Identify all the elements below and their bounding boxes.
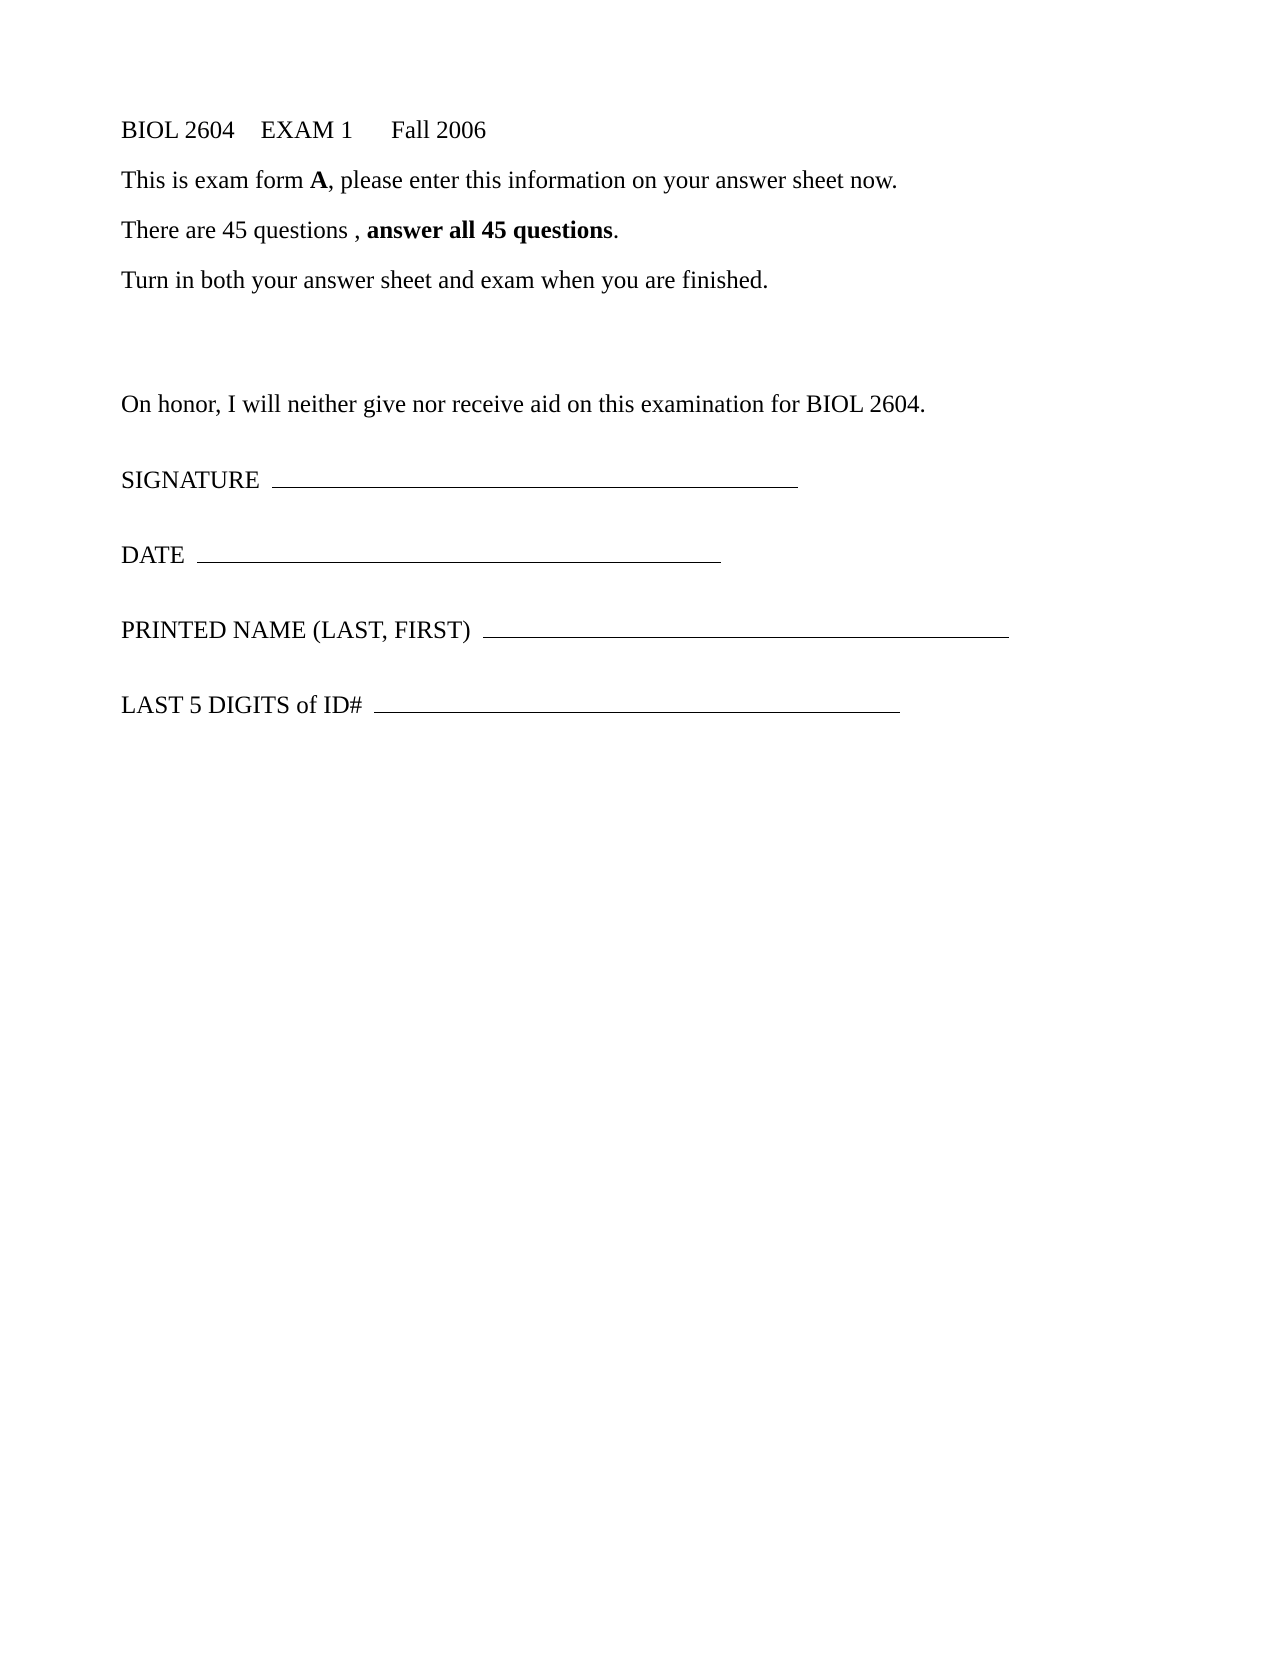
exam-number: EXAM 1 [260,117,354,144]
signature-blank[interactable] [272,465,798,488]
date-blank[interactable] [197,540,721,563]
printed-name-label: PRINTED NAME (LAST, FIRST) [121,617,471,644]
honor-pledge: On honor, I will neither give nor receive aid on this examination for BIOL 2604. [121,391,926,418]
id-digits-row [121,690,900,721]
date-label: DATE [121,542,185,569]
signature-row [121,465,798,496]
printed-name-row [121,615,1009,646]
question-count-instruction: There are 45 questions , answer all 45 questions. [121,217,620,244]
course-code: BIOL 2604 [121,117,235,144]
exam-term: Fall 2006 [391,117,487,144]
id-digits-blank[interactable] [374,690,900,713]
date-row [121,540,721,571]
id-digits-label: LAST 5 DIGITS of ID# [121,692,363,719]
printed-name-blank[interactable] [483,615,1009,638]
exam-form-letter: A [309,167,328,194]
signature-label: SIGNATURE [121,467,260,494]
answer-all-emphasis: answer all 45 questions [366,217,613,244]
exam-header [121,116,486,146]
turn-in-instruction: Turn in both your answer sheet and exam when you are finished. [121,267,769,294]
exam-form-instruction: This is exam form A, please enter this information on your answer sheet now. [121,167,898,194]
